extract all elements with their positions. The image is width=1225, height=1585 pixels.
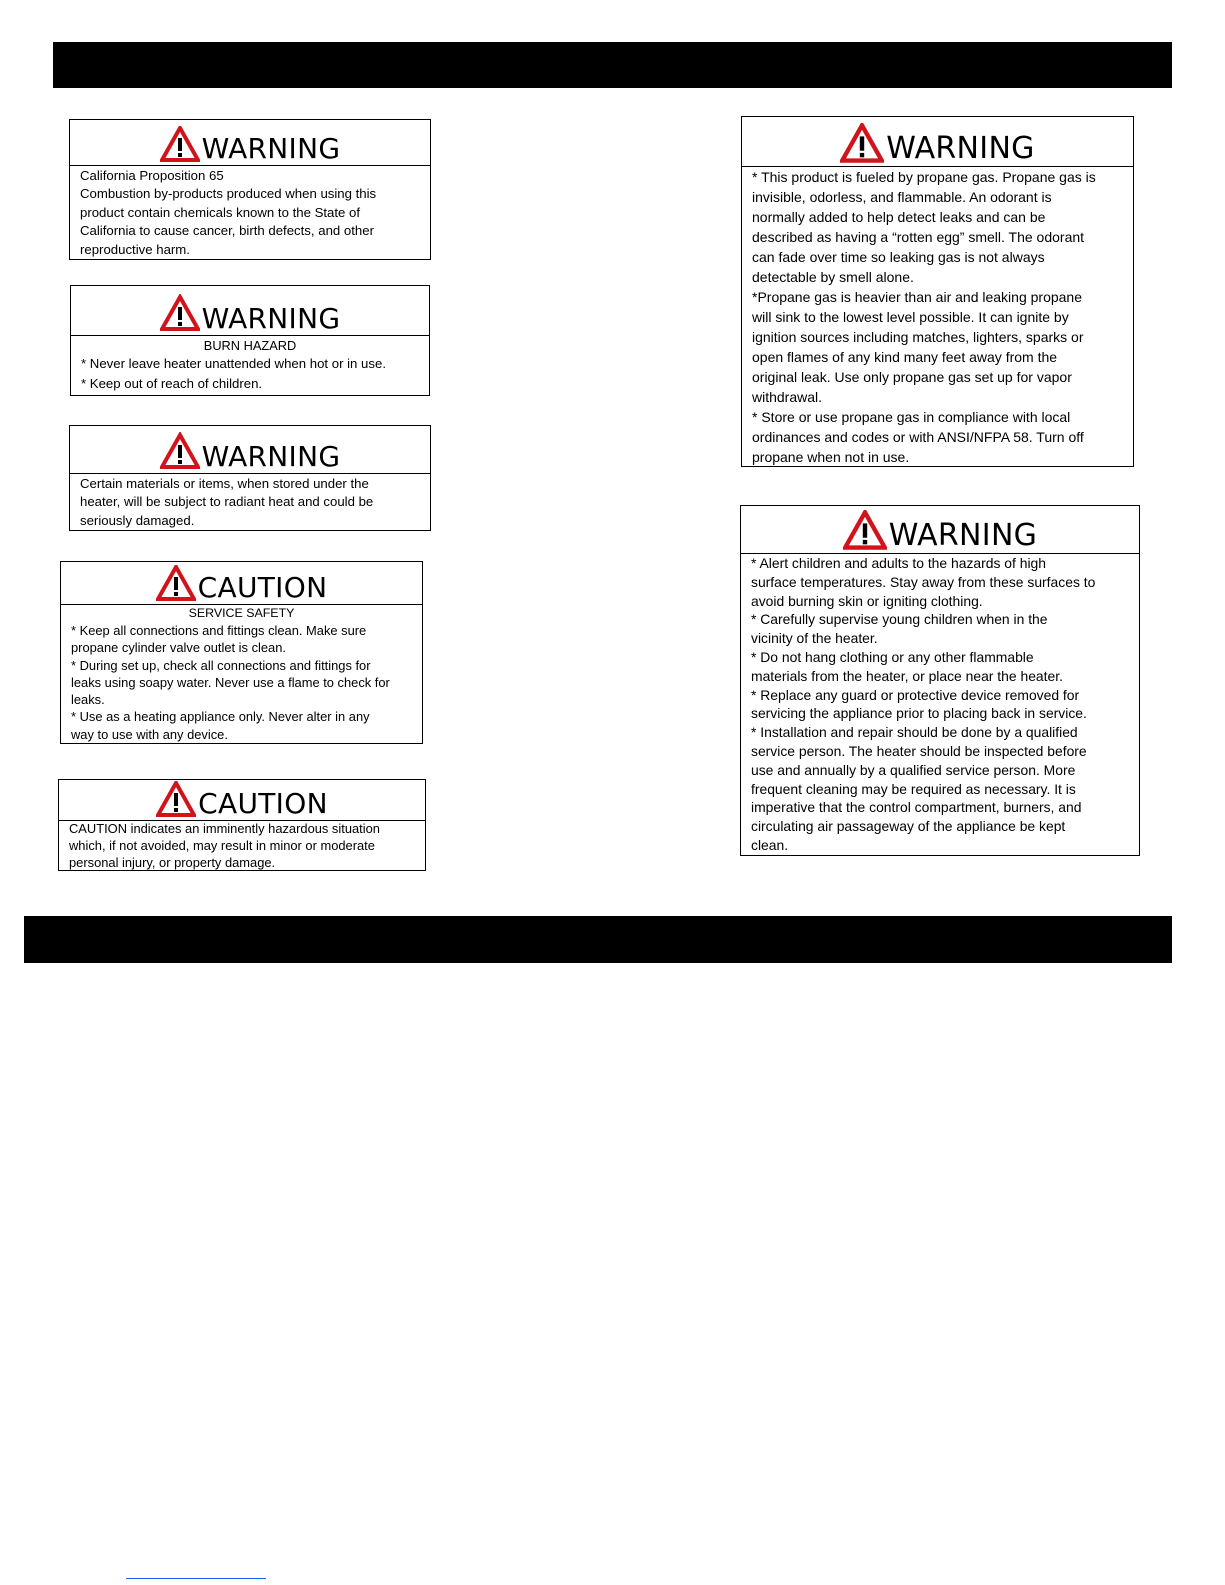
body-line: frequent cleaning may be required as necessary. It is [751, 780, 1076, 797]
warning-header [71, 286, 429, 336]
body-line: clean. [751, 836, 789, 853]
body-line: * This product is fueled by propane gas. Propane gas is [752, 169, 1096, 185]
body-line: product contain chemicals known to the State of [80, 204, 361, 220]
body-line: * Alert children and adults to the hazards of high [751, 555, 1046, 571]
warning-body [70, 474, 430, 530]
body-line: California Proposition 65 [80, 168, 224, 183]
body-line: ignition sources including matches, lighters, sparks or [752, 329, 1084, 345]
body-line: * Do not hang clothing or any other flammable [751, 648, 1034, 665]
warning-header [70, 120, 430, 166]
warning-triangle-icon [160, 294, 200, 332]
body-line: avoid burning skin or igniting clothing. [751, 592, 983, 609]
body-line: circulating air passageway of the appliance be kept [751, 818, 1066, 835]
body-line: * Store or use propane gas in compliance with local [752, 409, 1071, 425]
body-line: personal injury, or property damage. [69, 854, 276, 870]
warning-title: WARNING [886, 131, 1035, 166]
caution-box-definition [58, 779, 426, 871]
warning-triangle-icon [840, 123, 884, 163]
body-line: propane when not in use. [752, 449, 910, 465]
body-line: * Use as a heating appliance only. Never alter in any [71, 709, 370, 725]
body-line: *Propane gas is heavier than air and leaking propane [752, 289, 1083, 305]
body-line: original leak. Use only propane gas set up for vapor [752, 369, 1072, 385]
warning-box-hot-surfaces [740, 505, 1140, 856]
warning-header [742, 117, 1133, 167]
body-line: CAUTION indicates an imminently hazardous situation [69, 821, 380, 836]
warning-triangle-icon [156, 565, 196, 601]
body-line: reproductive harm. [80, 241, 190, 257]
warning-title: WARNING [201, 302, 341, 335]
warning-body [71, 354, 429, 394]
body-line: service person. The heater should be inspected before [751, 742, 1087, 759]
body-line: detectable by smell alone. [752, 269, 914, 285]
body-line: invisible, odorless, and flammable. An odorant is [752, 189, 1052, 205]
warning-box-propane [741, 116, 1134, 467]
warning-box-burn-hazard [70, 285, 430, 396]
body-line: will sink to the lowest level possible. It can ignite by [752, 309, 1069, 325]
body-line: surface temperatures. Stay away from these surfaces to [751, 573, 1096, 590]
warning-body [70, 166, 430, 259]
body-line: * Keep out of reach of children. [81, 376, 263, 391]
warning-header [741, 506, 1139, 554]
footer-link-underline[interactable] [126, 1578, 266, 1579]
body-line: open flames of any kind many feet away from the [752, 349, 1058, 365]
body-line: Combustion by-products produced when using this [80, 186, 377, 202]
body-line: * During set up, check all connections and fittings for [71, 657, 371, 673]
body-line: * Keep all connections and fittings clean. Make sure [71, 623, 367, 638]
body-line: heater, will be subject to radiant heat and could be [80, 494, 374, 510]
body-line: California to cause cancer, birth defects, and other [80, 223, 374, 239]
caution-title: CAUTION [198, 787, 328, 820]
body-line: ordinances and codes or with ANSI/NFPA 58. Turn off [752, 429, 1084, 445]
body-line: can fade over time so leaking gas is not always [752, 249, 1045, 265]
warning-title: WARNING [201, 132, 341, 165]
body-line: way to use with any device. [71, 726, 228, 742]
warning-body [741, 554, 1139, 855]
body-line: Certain materials or items, when stored under the [80, 476, 369, 491]
body-line: leaks. [71, 692, 105, 708]
caution-box-service-safety [60, 561, 423, 744]
body-line: described as having a “rotten egg” smell. The odorant [752, 229, 1085, 245]
body-line: servicing the appliance prior to placing back in service. [751, 705, 1087, 722]
body-line: * Replace any guard or protective device removed for [751, 686, 1080, 703]
body-line: imperative that the control compartment, burners, and [751, 799, 1082, 816]
warning-title: WARNING [201, 440, 341, 473]
caution-body [61, 622, 422, 743]
warning-body [742, 167, 1133, 467]
warning-header [70, 426, 430, 474]
body-line: materials from the heater, or place near the heater. [751, 667, 1063, 684]
warning-subtitle: BURN HAZARD [203, 338, 297, 353]
warning-triangle-icon [156, 781, 196, 817]
warning-box-radiant-heat [69, 425, 431, 531]
body-line: propane cylinder valve outlet is clean. [71, 640, 286, 656]
body-line: use and annually by a qualified service person. More [751, 761, 1076, 778]
top-header-bar [53, 42, 1172, 88]
body-line: * Never leave heater unattended when hot or in use. [81, 356, 386, 371]
warning-triangle-icon [160, 126, 200, 162]
body-line: withdrawal. [752, 389, 823, 405]
warning-box-prop65 [69, 119, 431, 260]
body-line: which, if not avoided, may result in minor or moderate [69, 837, 375, 853]
section-header-bar [24, 916, 1172, 963]
warning-triangle-icon [843, 510, 887, 550]
body-line: vicinity of the heater. [751, 630, 878, 647]
warning-title: WARNING [888, 518, 1038, 553]
body-line: * Installation and repair should be done by a qualified [751, 724, 1078, 741]
body-line: * Carefully supervise young children when in the [751, 611, 1048, 628]
caution-title: CAUTION [197, 571, 328, 604]
body-line: seriously damaged. [80, 512, 195, 528]
caution-header [59, 780, 425, 821]
caution-body [59, 821, 425, 871]
body-line: normally added to help detect leaks and can be [752, 209, 1046, 225]
caution-subtitle: SERVICE SAFETY [188, 606, 295, 620]
caution-header [61, 562, 422, 605]
body-line: leaks using soapy water. Never use a flame to check for [71, 674, 390, 690]
warning-triangle-icon [160, 432, 200, 470]
